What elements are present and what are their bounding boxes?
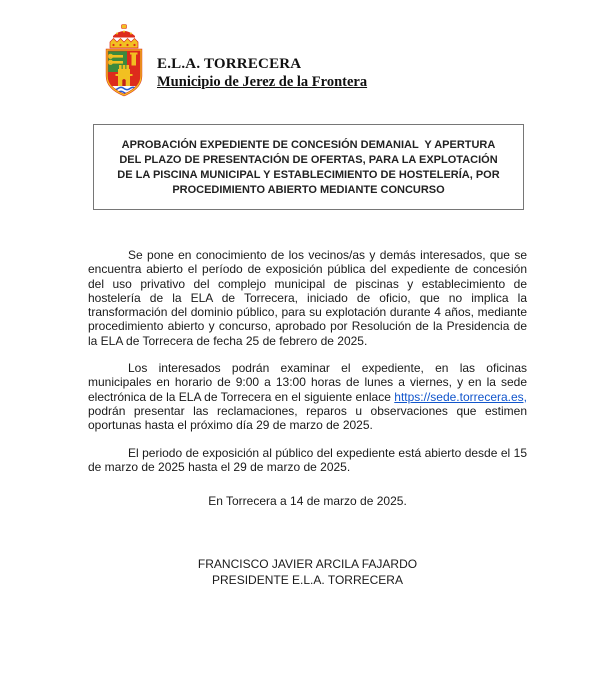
title-line-1: APROBACIÓN EXPEDIENTE DE CONCESIÓN DEMANIAL Y APERTURA bbox=[121, 139, 496, 151]
header-text bbox=[157, 24, 367, 98]
paragraph-periodo-exposicion: El periodo de exposición al público del expediente está abierto desde el 15 de marzo de 2025 hasta el 29 de marzo de 2025. bbox=[88, 445, 527, 474]
signature-name: FRANCISCO JAVIER ARCILA FAJARDO bbox=[197, 557, 418, 572]
paragraph-exposicion: Se pone en conocimiento de los vecinos/as y demás interesados, que se encuentra abierto el período de exposición pública del expediente de concesión del uso privativo del complejo municipal de piscinas y establecimiento de hostelería de la ELA de Torrecera, iniciado de oficio, que no implica la transformación del dominio público, para su explotación durante 4 años, mediante procedimiento abierto y concurso, aprobado por Resolución de la Presidencia de la ELA de Torrecera de fecha 25 de febrero de 2025. bbox=[88, 248, 527, 348]
paragraph-2-text-before-link: Los interesados podrán examinar el expediente, en las oficinas municipales en horario de 9:00 a 13:00 horas de lunes a viernes, y en la sede electrónica de la ELA de Torrecera en el siguiente enlace bbox=[88, 361, 527, 404]
signature-block bbox=[88, 556, 527, 588]
document-header bbox=[100, 24, 613, 98]
coat-of-arms-icon bbox=[100, 24, 148, 98]
org-name: E.L.A. TORRECERA bbox=[157, 56, 302, 72]
title-line-2: DEL PLAZO DE PRESENTACIÓN DE OFERTAS, PARA LA EXPLOTACIÓN bbox=[119, 154, 498, 166]
title-box bbox=[93, 124, 524, 210]
date-line: En Torrecera a 14 de marzo de 2025. bbox=[208, 494, 407, 509]
title-line-4: PROCEDIMIENTO ABIERTO MEDIANTE CONCURSO bbox=[172, 184, 445, 196]
signature-title: PRESIDENTE E.L.A. TORRECERA bbox=[212, 573, 403, 588]
paragraph-2-text-after-link: podrán presentar las reclamaciones, reparos u observaciones que estimen oportunas hasta el próximo día 29 de marzo de 2025. bbox=[88, 403, 527, 433]
sede-electronica-link[interactable]: https://sede.torrecera.es, bbox=[394, 389, 527, 404]
paragraph-examen-expediente bbox=[88, 361, 527, 432]
municipality-name: Municipio de Jerez de la Frontera bbox=[157, 74, 368, 90]
title-line-3: DE LA PISCINA MUNICIPAL Y ESTABLECIMIENTO DE HOSTELERÍA, POR bbox=[117, 169, 500, 181]
document-body bbox=[88, 248, 527, 588]
